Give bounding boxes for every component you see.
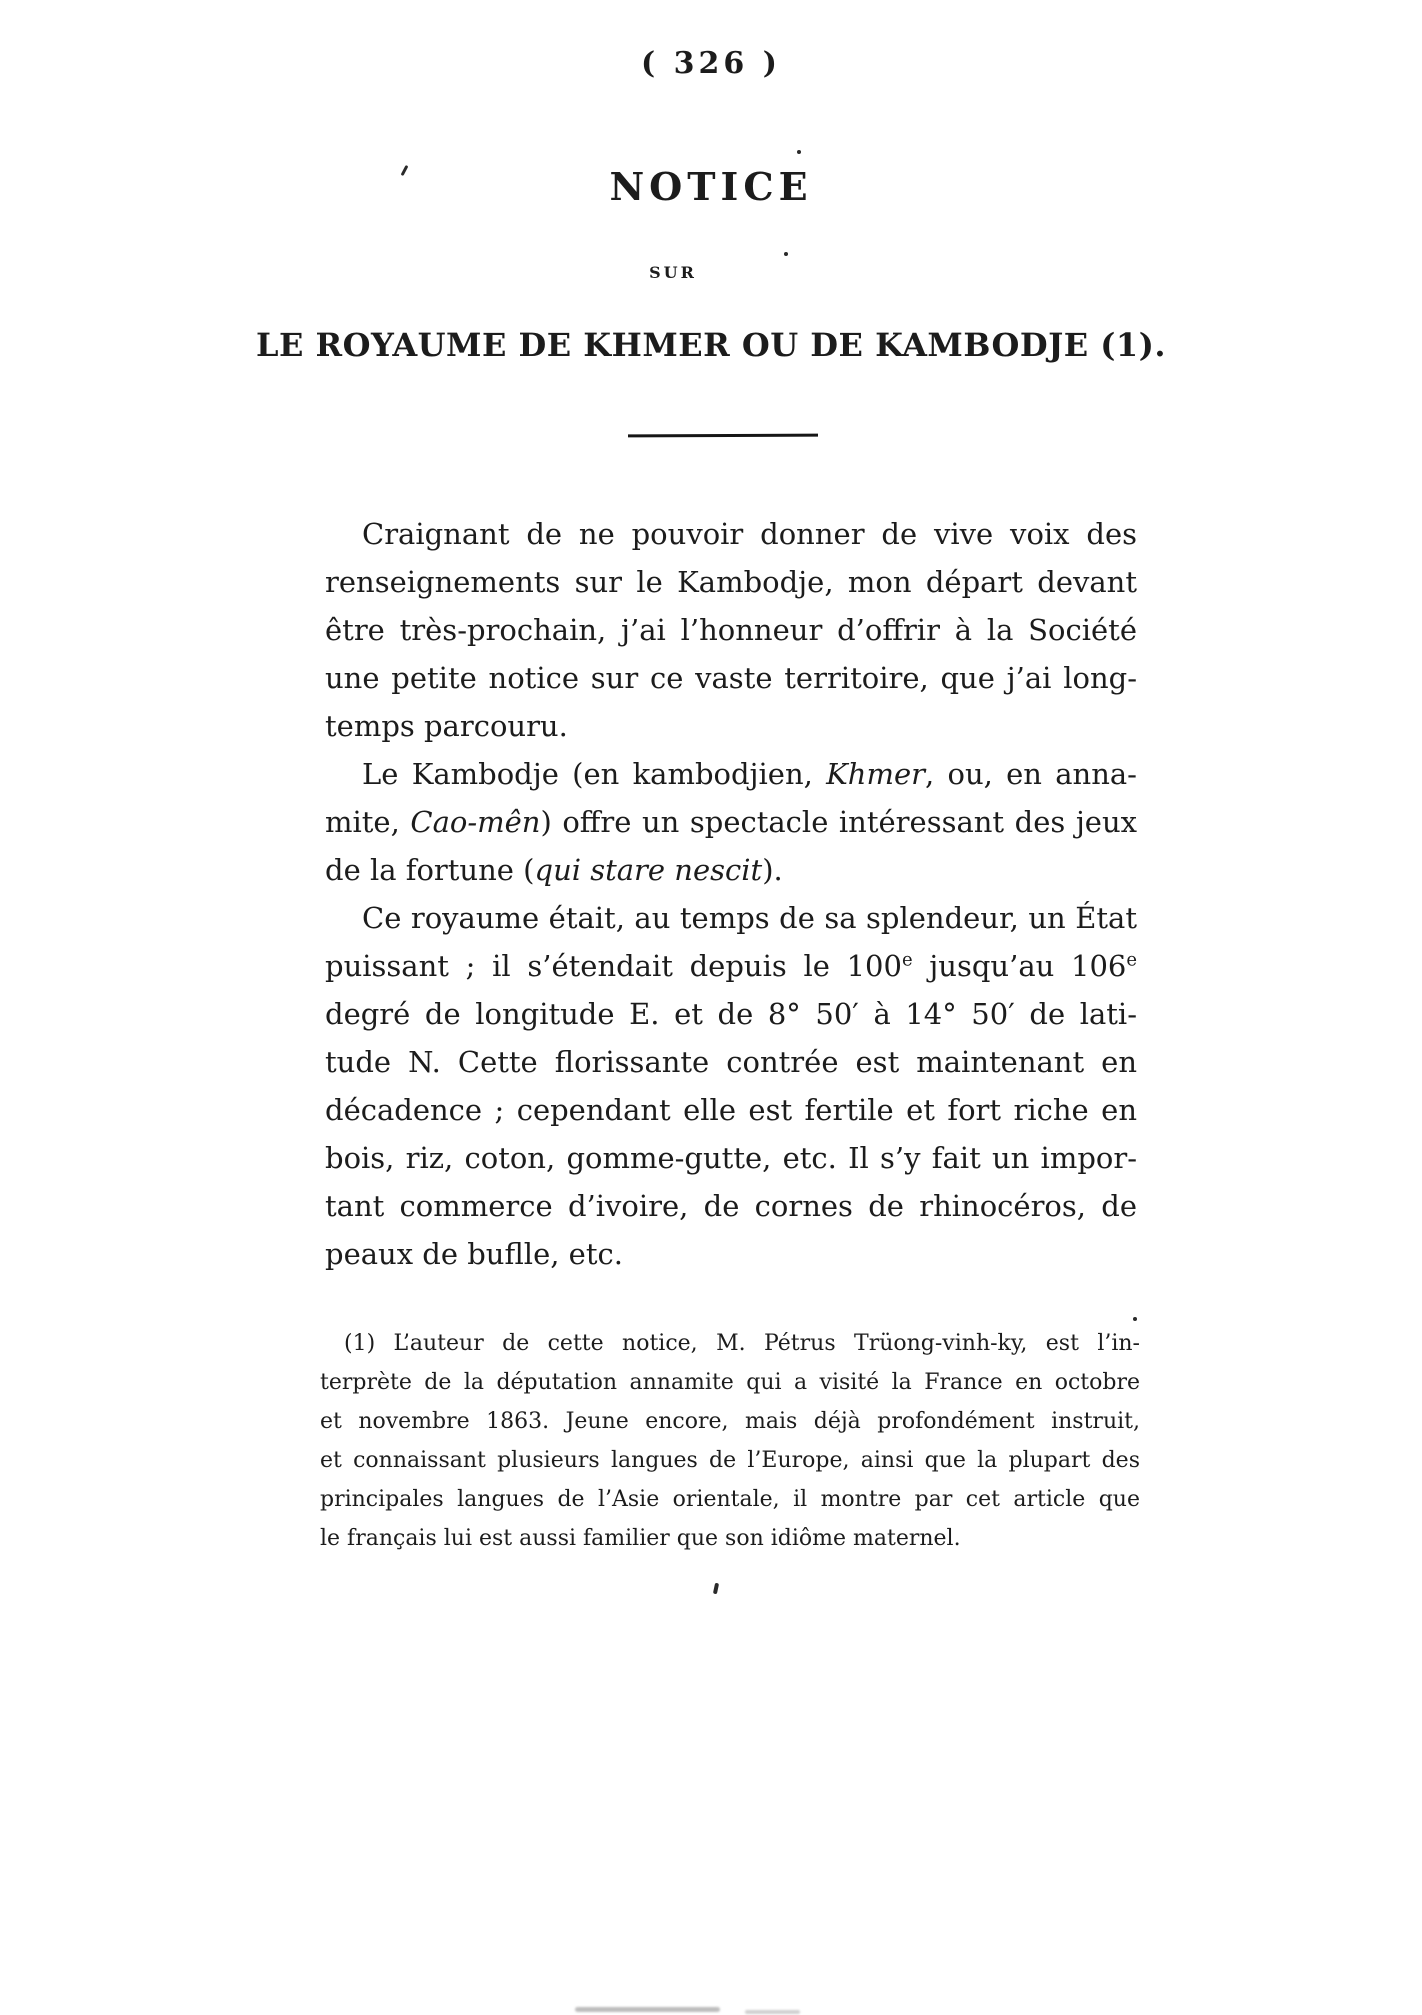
text-line: [325, 558, 1137, 606]
text-segment: jusqu’au 106: [912, 949, 1127, 983]
italic-text: Khmer: [826, 757, 926, 791]
scan-speck: [797, 150, 801, 154]
text-segment: une petite notice sur ce vaste territoire, que j’ai long-: [325, 661, 1137, 695]
footnote-text: [320, 1324, 1140, 1558]
text-segment: Ce royaume était, au temps de sa splendeur, un État: [362, 901, 1137, 935]
text-line: [325, 846, 1137, 894]
italic-text: Cao-mên: [410, 805, 541, 839]
footnote-line: (1) L’auteur de cette notice, M. Pétrus Trüong-vinh-ky, est l’in-: [344, 1331, 1140, 1356]
text-segment: peaux de buflle, etc.: [325, 1237, 623, 1271]
text-line: [325, 798, 1137, 846]
text-line: [325, 1182, 1137, 1230]
text-line: [325, 510, 1137, 558]
text-line: [325, 750, 1137, 798]
scan-smudge: [745, 2010, 800, 2014]
sur-subheading: SUR: [649, 263, 697, 282]
text-line: [325, 654, 1137, 702]
text-line: [325, 894, 1137, 942]
text-segment: tude N. Cette florissante contrée est maintenant en: [325, 1045, 1137, 1079]
text-line: [325, 1086, 1137, 1134]
text-segment: décadence ; cependant elle est fertile et fort riche en: [325, 1093, 1137, 1127]
text-segment: renseignements sur le Kambodje, mon départ devant: [325, 565, 1137, 599]
text-line: [325, 1038, 1137, 1086]
text-segment: mite,: [325, 805, 411, 839]
text-segment: de la fortune (: [325, 853, 535, 887]
text-segment: degré de longitude E. et de 8° 50′ à 14° 50′ de lati-: [325, 997, 1137, 1031]
body-text: [325, 510, 1137, 1278]
text-segment: Craignant de ne pouvoir donner de vive voix des: [362, 517, 1137, 551]
footnote-line: et connaissant plusieurs langues de l’Europe, ainsi que la plupart des: [320, 1448, 1140, 1473]
footnote-line: terprète de la députation annamite qui a visité la France en octobre: [320, 1370, 1140, 1395]
text-line: [325, 1134, 1137, 1182]
text-line: [325, 990, 1137, 1038]
text-line: [325, 942, 1137, 990]
text-segment: ) offre un spectacle intéressant des jeux: [540, 805, 1137, 839]
footnote-line: le français lui est aussi familier que son idiôme maternel.: [320, 1526, 961, 1551]
document-title: LE ROYAUME DE KHMER OU DE KAMBODJE (1).: [256, 326, 1166, 364]
text-segment: ).: [762, 853, 783, 887]
section-divider-rule: [628, 434, 818, 438]
scan-speck: [784, 252, 788, 256]
text-line: [325, 606, 1137, 654]
footnote-line: principales langues de l’Asie orientale, il montre par cet article que: [320, 1487, 1140, 1512]
scan-speck: [713, 1583, 719, 1595]
superscript-text: e: [901, 949, 913, 971]
italic-text: qui stare nescit: [534, 853, 763, 887]
text-line: [325, 1230, 1137, 1278]
footnote-line: et novembre 1863. Jeune encore, mais déjà profondément instruit,: [320, 1409, 1140, 1434]
text-segment: Le Kambodje (en kambodjien,: [362, 757, 827, 791]
text-segment: temps parcouru.: [325, 709, 568, 743]
notice-heading: NOTICE: [609, 164, 813, 209]
text-line: [325, 702, 1137, 750]
text-segment: bois, riz, coton, gomme-gutte, etc. Il s’y fait un impor-: [325, 1141, 1137, 1175]
scan-smudge: [575, 2007, 720, 2012]
text-segment: être très-prochain, j’ai l’honneur d’offrir à la Société: [325, 613, 1137, 647]
text-segment: , ou, en anna-: [925, 757, 1137, 791]
superscript-text: e: [1126, 949, 1137, 971]
scan-speck: [1133, 1317, 1137, 1321]
text-segment: puissant ; il s’étendait depuis le 100: [325, 949, 902, 983]
page-number: ( 326 ): [641, 46, 781, 81]
text-segment: tant commerce d’ivoire, de cornes de rhinocéros, de: [325, 1189, 1137, 1223]
